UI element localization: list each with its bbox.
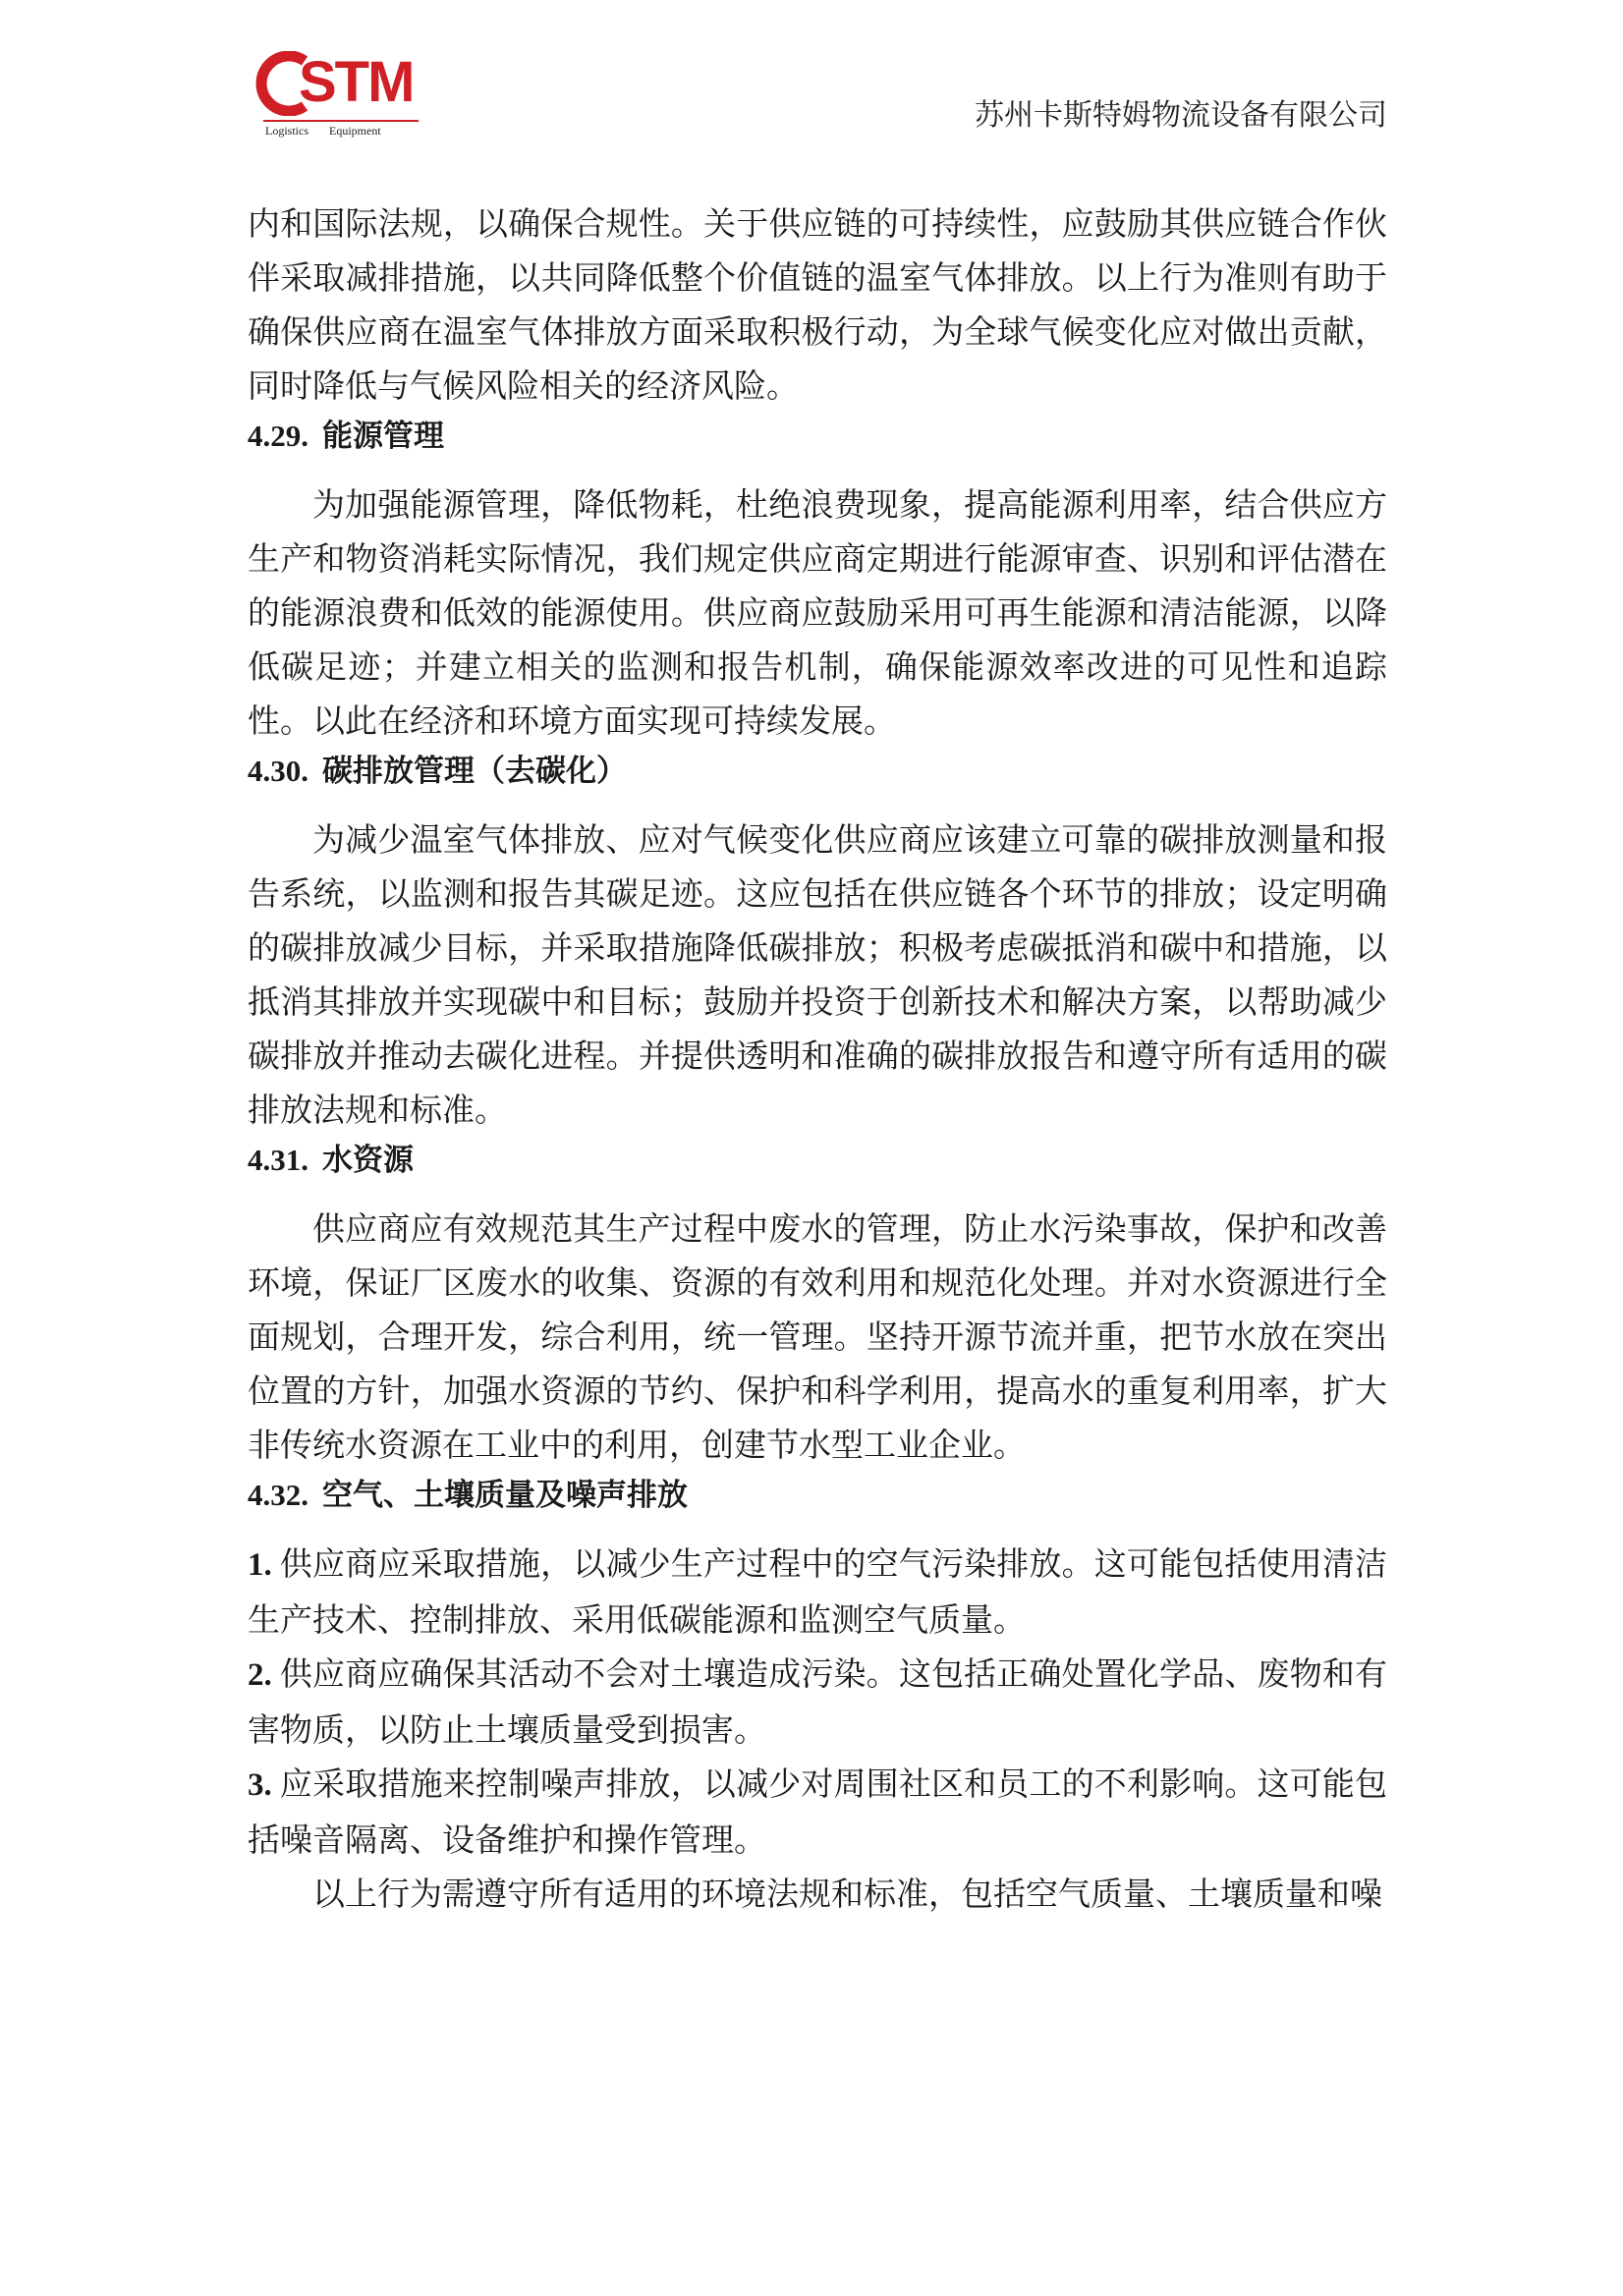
company-name: 苏州卡斯特姆物流设备有限公司 <box>975 98 1387 133</box>
section-heading-4-29 <box>248 413 1387 460</box>
list-item <box>248 1647 1387 1757</box>
section-heading-4-31 <box>248 1137 1387 1184</box>
list-item <box>248 1537 1387 1647</box>
list-item-text: 供应商应确保其活动不会对土壤造成污染。这包括正确处置化学品、废物和有害物质，以防止土壤质量受到损害。 <box>248 1654 1387 1749</box>
page-header <box>248 51 1387 149</box>
section-paragraph: 为加强能源管理，降低物耗，杜绝浪费现象，提高能源利用率，结合供应方生产和物资消耗实际情况，我们规定供应商定期进行能源审查、识别和评估潜在的能源浪费和低效的能源使用。供应商应鼓励采用可再生能源和清洁能源，以降低碳足迹；并建立相关的监测和报告机制，确保能源效率改进的可见性和追踪性。以此在经济和环境方面实现可持续发展。 <box>248 485 1387 740</box>
document-body <box>248 196 1387 1921</box>
company-logo <box>255 51 422 145</box>
section-number: 4.29. <box>248 419 308 453</box>
list-item <box>248 1757 1387 1867</box>
list-item-text: 应采取措施来控制噪声排放，以减少对周围社区和员工的不利影响。这可能包括噪音隔离、设备维护和操作管理。 <box>248 1764 1387 1859</box>
list-item-number: 3. <box>248 1767 272 1803</box>
paragraph-continued: 内和国际法规，以确保合规性。关于供应链的可持续性，应鼓励其供应链合作伙伴采取减排措施，以共同降低整个价值链的温室气体排放。以上行为准则有助于确保供应商在温室气体排放方面采取积极行动，为全球气候变化应对做出贡献，同时降低与气候风险相关的经济风险。 <box>248 204 1387 405</box>
logo-rule <box>263 120 419 122</box>
section-paragraph: 为减少温室气体排放、应对气候变化供应商应该建立可靠的碳排放测量和报告系统，以监测和报告其碳足迹。这应包括在供应链各个环节的排放；设定明确的碳排放减少目标，并采取措施降低碳排放；积极考虑碳抵消和碳中和措施，以抵消其排放并实现碳中和目标；鼓励并投资于创新技术和解决方案，以帮助减少碳排放并推动去碳化进程。并提供透明和准确的碳排放报告和遵守所有适用的碳排放法规和标准。 <box>248 820 1387 1129</box>
section-number: 4.30. <box>248 754 308 788</box>
section-number: 4.32. <box>248 1478 308 1512</box>
section-title: 水资源 <box>322 1143 414 1178</box>
section-title: 能源管理 <box>322 419 444 454</box>
logo-subtitle: Logistics Equipment <box>265 124 381 138</box>
list-item-text: 供应商应采取措施，以减少生产过程中的空气污染排放。这可能包括使用清洁生产技术、控制排放、采用低碳能源和监测空气质量。 <box>248 1544 1387 1639</box>
section-title: 空气、土壤质量及噪声排放 <box>322 1478 688 1513</box>
closing-paragraph: 以上行为需遵守所有适用的环境法规和标准，包括空气质量、土壤质量和噪 <box>312 1875 1382 1913</box>
list-item-number: 1. <box>248 1547 272 1583</box>
section-number: 4.31. <box>248 1143 308 1177</box>
section-heading-4-30 <box>248 748 1387 795</box>
section-heading-4-32 <box>248 1472 1387 1519</box>
section-paragraph: 供应商应有效规范其生产过程中废水的管理，防止水污染事故，保护和改善环境，保证厂区废水的收集、资源的有效利用和规范化处理。并对水资源进行全面规划，合理开发，综合利用，统一管理。坚持开源节流并重，把节水放在突出位置的方针，加强水资源的节约、保护和科学利用，提高水的重复利用率，扩大非传统水资源在工业中的利用，创建节水型工业企业。 <box>248 1209 1387 1464</box>
logo-text: STM <box>299 50 414 114</box>
list-item-number: 2. <box>248 1657 272 1693</box>
section-title: 碳排放管理（去碳化） <box>322 754 627 789</box>
